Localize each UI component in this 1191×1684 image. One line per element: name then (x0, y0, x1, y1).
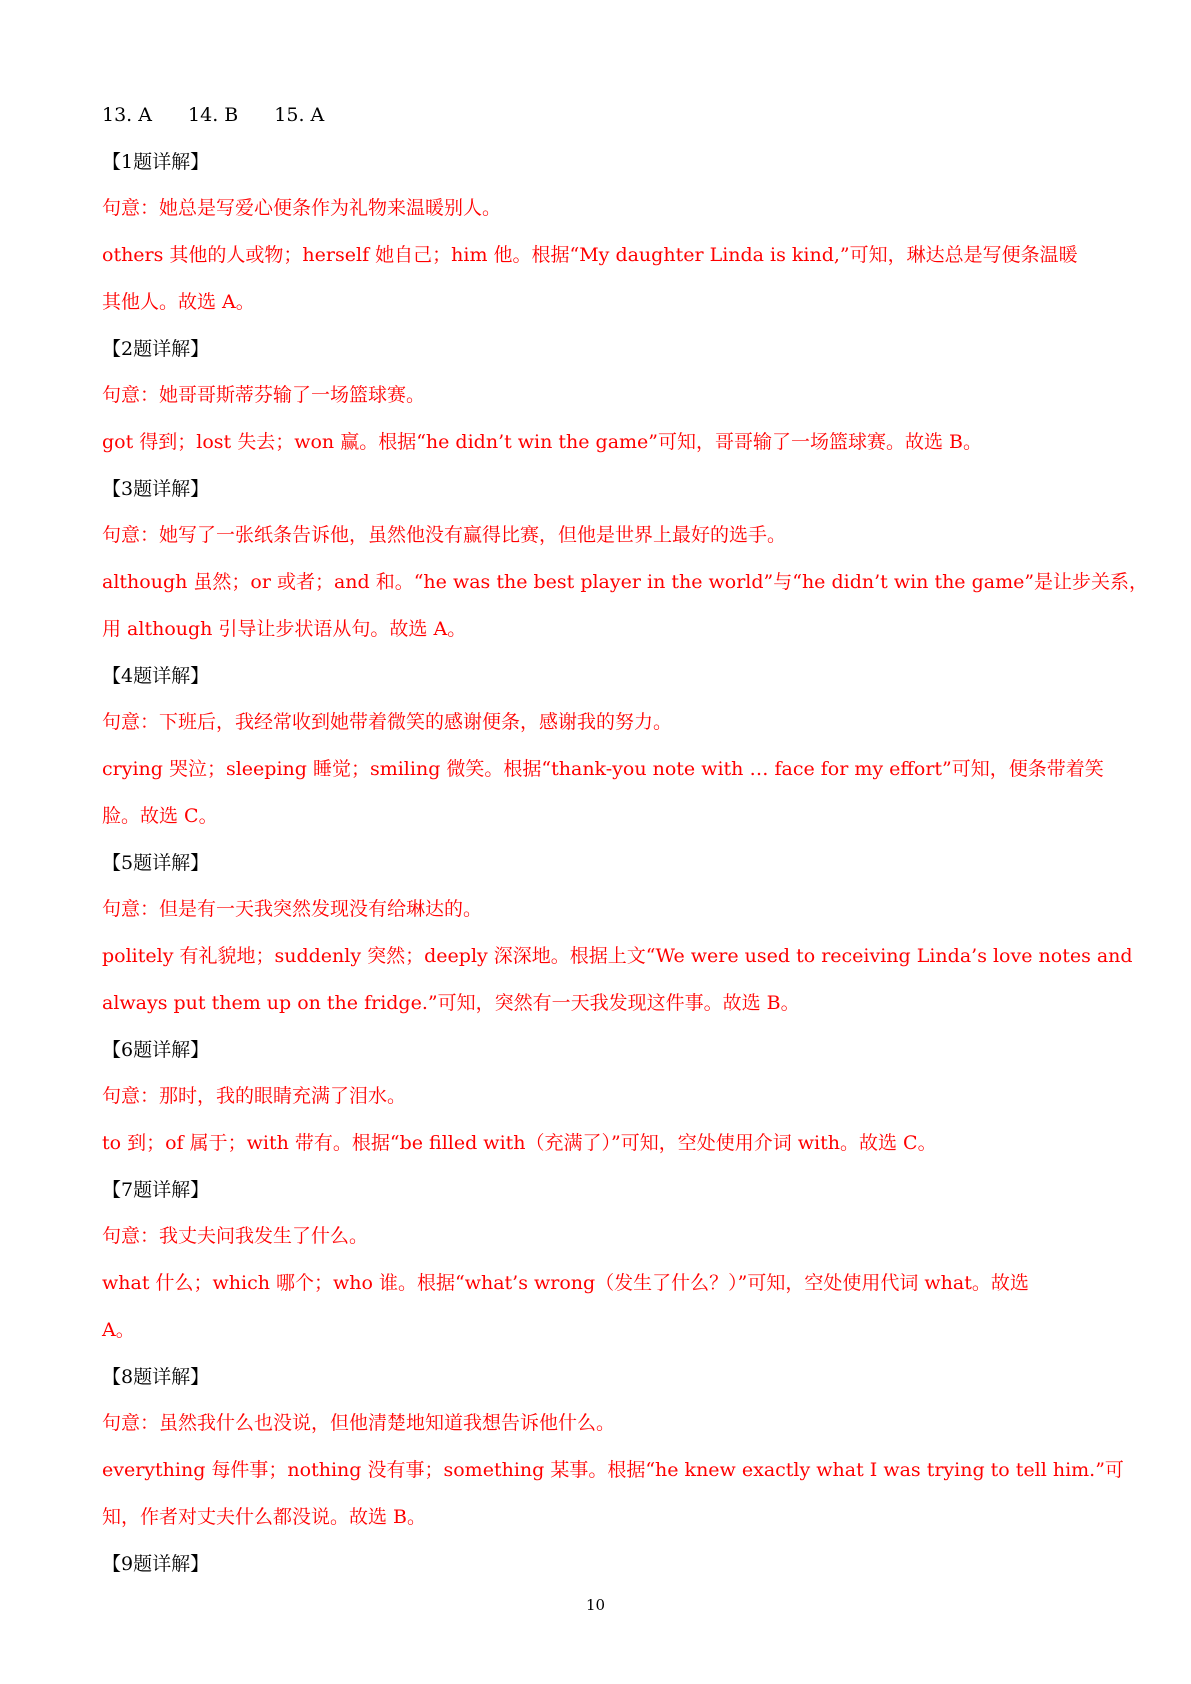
item-6-line-2: to 到；of 属于；with 带有。根据“be filled with（充满了）”可知，空处使用介词 with。故选 C。 (102, 1132, 937, 1154)
answer-13: 13. A (102, 104, 152, 126)
item-8-line-3: 知，作者对丈夫什么都没说。故选 B。 (102, 1506, 427, 1528)
item-1-line-2: others 其他的人或物；herself 她自己；him 他。根据“My daughter Linda is kind,”可知，琳达总是写便条温暖 (102, 244, 1078, 266)
item-5-line-1: 句意：但是有一天我突然发现没有给琳达的。 (102, 898, 483, 920)
item-3-line-1: 句意：她写了一张纸条告诉他，虽然他没有赢得比赛，但他是世界上最好的选手。 (102, 524, 787, 546)
item-9-heading: 【9题详解】 (102, 1553, 210, 1575)
item-6-line-1: 句意：那时，我的眼睛充满了泪水。 (102, 1085, 407, 1107)
item-1-line-3: 其他人。故选 A。 (102, 291, 255, 313)
item-1-line-1: 句意：她总是写爱心便条作为礼物来温暖别人。 (102, 197, 502, 219)
item-4-line-1: 句意：下班后，我经常收到她带着微笑的感谢便条，感谢我的努力。 (102, 711, 673, 733)
page-number: 10 (585, 1596, 606, 1614)
item-2-line-2: got 得到；lost 失去；won 赢。根据“he didn’t win the game”可知，哥哥输了一场篮球赛。故选 B。 (102, 431, 983, 453)
answer-14: 14. B (188, 104, 239, 126)
item-4-heading: 【4题详解】 (102, 665, 210, 687)
answer-line (102, 102, 1181, 128)
item-4-line-2: crying 哭泣；sleeping 睡觉；smiling 微笑。根据“thank-you note with … face for my effort”可知，便条带着笑 (102, 758, 1104, 780)
item-4-line-3: 脸。故选 C。 (102, 805, 218, 827)
item-3-line-3: 用 although 引导让步状语从句。故选 A。 (102, 618, 467, 640)
item-5-heading: 【5题详解】 (102, 852, 210, 874)
item-3-heading: 【3题详解】 (102, 478, 210, 500)
item-1-heading: 【1题详解】 (102, 151, 210, 173)
item-7-line-3: A。 (102, 1319, 135, 1341)
item-5-line-3: always put them up on the fridge.”可知，突然有一天我发现这件事。故选 B。 (102, 992, 800, 1014)
item-7-heading: 【7题详解】 (102, 1179, 210, 1201)
answer-15: 15. A (274, 104, 325, 126)
item-7-line-1: 句意：我丈夫问我发生了什么。 (102, 1225, 369, 1247)
item-7-line-2: what 什么；which 哪个；who 谁。根据“what’s wrong（发生了什么？）”可知，空处使用代词 what。故选 (102, 1272, 1029, 1294)
item-8-line-1: 句意：虽然我什么也没说，但他清楚地知道我想告诉他什么。 (102, 1412, 616, 1434)
item-2-line-1: 句意：她哥哥斯蒂芬输了一场篮球赛。 (102, 384, 426, 406)
item-5-line-2: politely 有礼貌地；suddenly 突然；deeply 深深地。根据上文“We were used to receiving Linda’s love notes and (102, 945, 1133, 967)
item-6-heading: 【6题详解】 (102, 1039, 210, 1061)
item-8-heading: 【8题详解】 (102, 1366, 210, 1388)
item-3-line-2: although 虽然；or 或者；and 和。“he was the best player in the world”与“he didn’t win the game”是让步关系， (102, 571, 1149, 593)
item-8-line-2: everything 每件事；nothing 没有事；something 某事。根据“he knew exactly what I was trying to tell him.”可 (102, 1459, 1124, 1481)
item-2-heading: 【2题详解】 (102, 338, 210, 360)
